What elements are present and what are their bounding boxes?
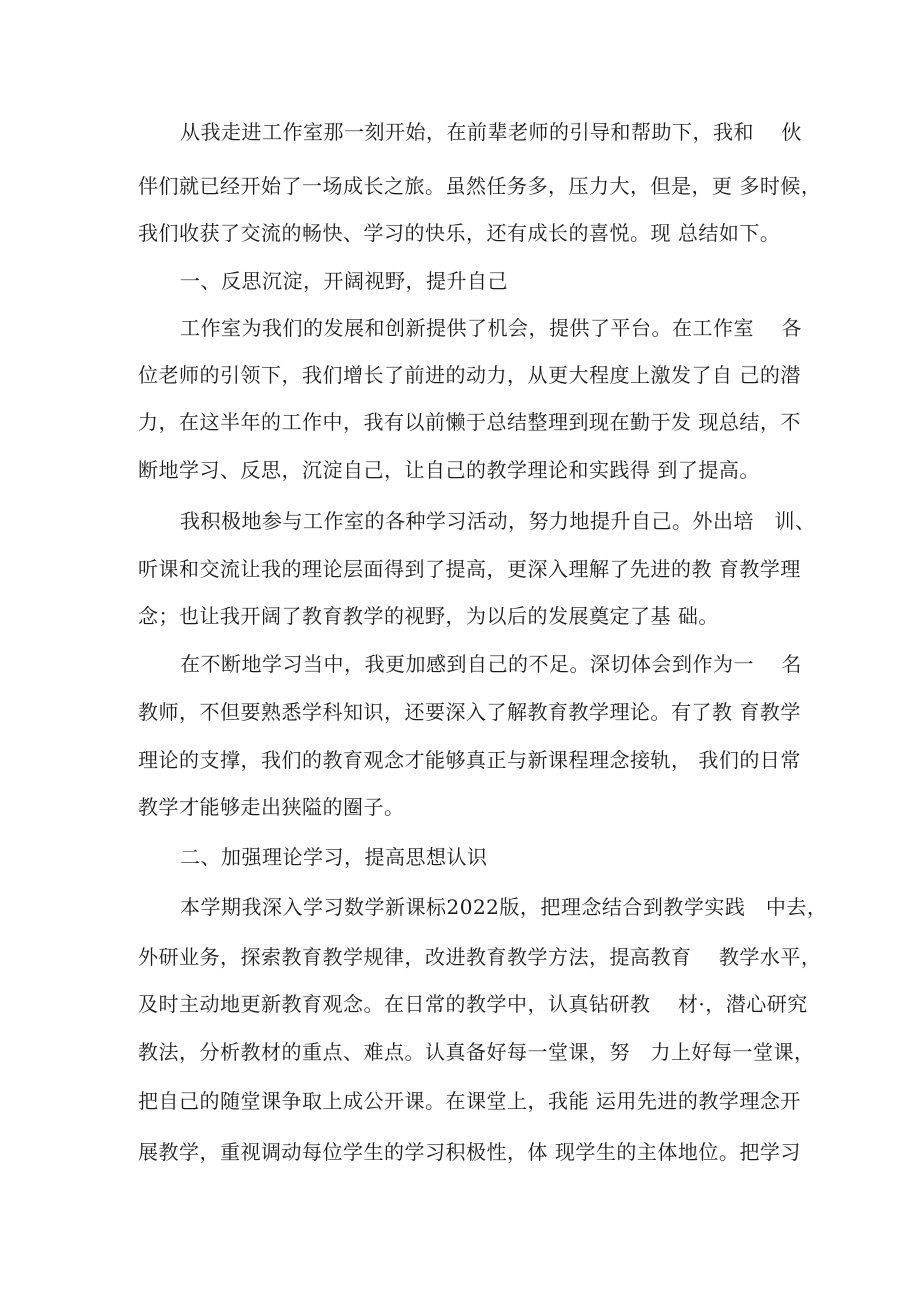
text-line: 伴们就已经开始了一场成长之旅。虽然任务多，压力大，但是，更 多时候， [138,174,822,198]
section-heading: 一、反思沉淀，开阔视野，提升自己 [180,269,508,293]
text-line: 教学才能够走出狭隘的圈子。 [138,795,405,819]
text-line: 本学期我深入学习数学新课标2022版，把理念结合到教学实践 中去， [180,895,828,919]
text-line: 听课和交流让我的理论层面得到了提高，更深入理解了先进的教 育教学理 [138,557,801,581]
text-line: 工作室为我们的发展和创新提供了机会，提供了平台。在工作室 各 [180,316,802,340]
text-line: 外研业务，探索教育教学规律，改进教育教学方法，提高教育 教学水平， [138,945,822,969]
text-line: 念；也让我开阔了教育教学的视野，为以后的发展奠定了基 础。 [138,604,719,628]
text-line: 从我走进工作室那一刻开始，在前辈老师的引导和帮助下，我和 伙 [180,120,802,144]
text-line: 在不断地学习当中，我更加感到自己的不足。深切体会到作为一 名 [180,652,802,676]
text-line: 教师，不但要熟悉学科知识，还要深入了解教育教学理论。有了教 育教学 [138,700,801,724]
section-heading: 二、加强理论学习，提高思想认识 [180,845,488,869]
text-line: 展教学，重视调动每位学生的学习积极性，体 现学生的主体地位。把学习 [138,1140,801,1164]
text-line: 把自己的随堂课争取上成公开课。在课堂上，我能 运用先进的教学理念开 [138,1089,801,1113]
text-line: 位老师的引领下，我们增长了前进的动力，从更大程度上激发了自 己的潜 [138,363,801,387]
text-line: 教法，分析教材的重点、难点。认真备好每一堂课，努 力上好每一堂课， [138,1040,815,1064]
text-line: 断地学习、反思，沉淀自己，让自己的教学理论和实践得 到了提高。 [138,458,760,482]
text-line: 我积极地参与工作室的各种学习活动，努力地提升自己。外出培 训、 [180,509,816,533]
text-line: 我们收获了交流的畅快、学习的快乐，还有成长的喜悦。现 总结如下。 [138,221,781,245]
text-line: 力，在这半年的工作中，我有以前懒于总结整理到现在勤于发 现总结，不 [138,410,801,434]
text-line: 及时主动地更新教育观念。在日常的教学中，认真钻研教 材·，潜心研究 [138,992,808,1016]
text-line: 理论的支撑，我们的教育观念才能够真正与新课程理念接轨， 我们的日常 [138,748,801,772]
